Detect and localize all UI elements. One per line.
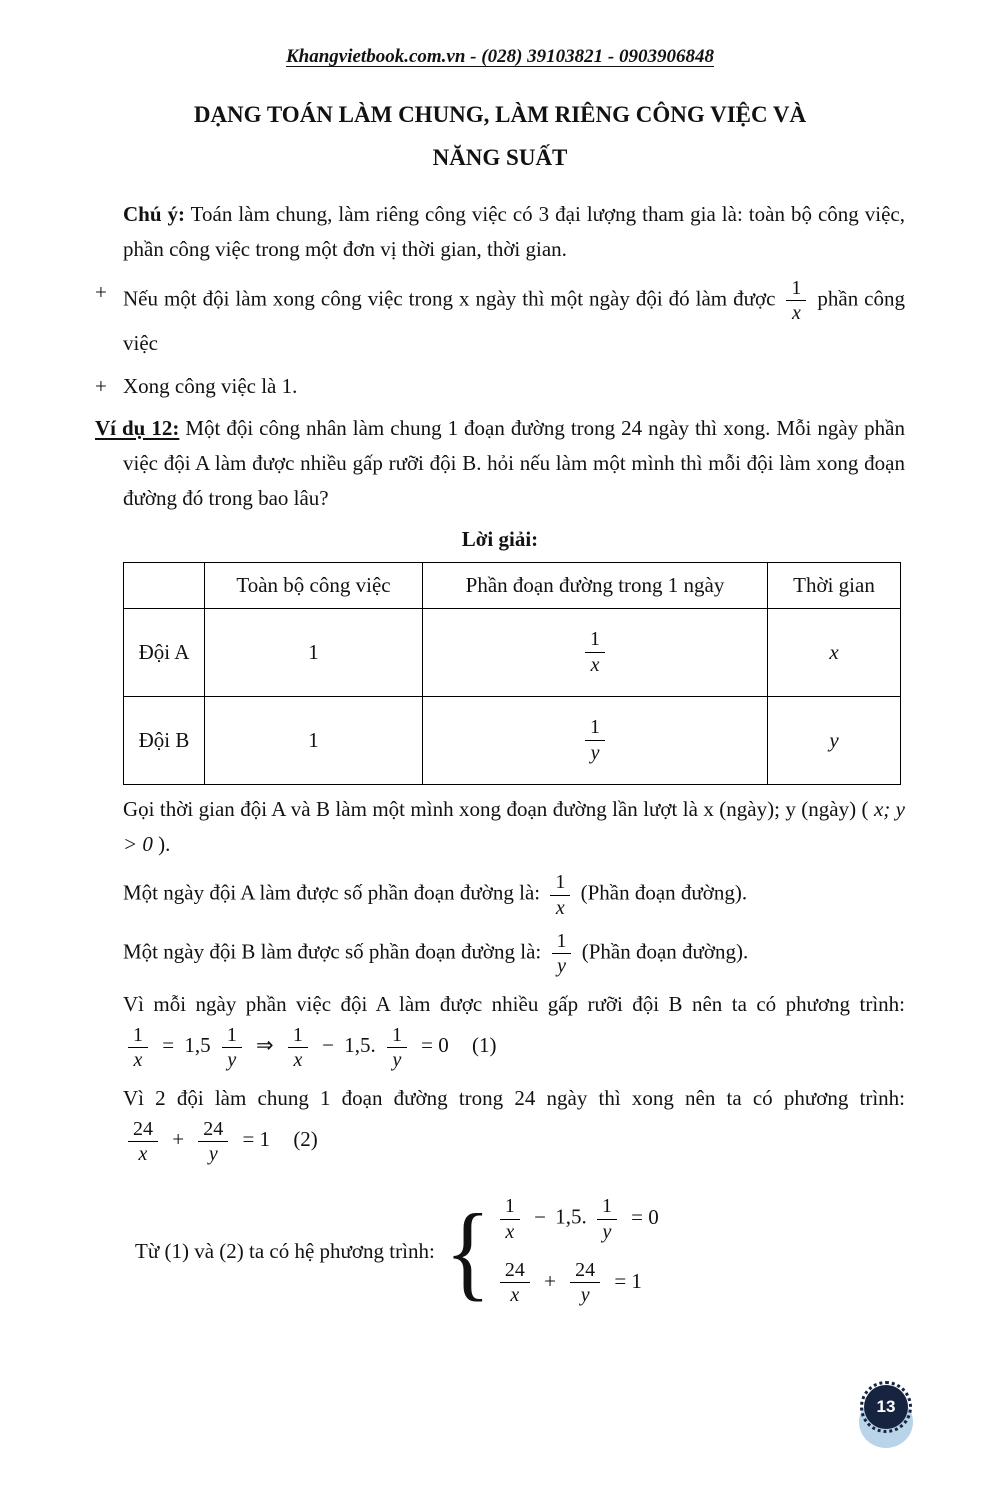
title-line-1: DẠNG TOÁN LÀM CHUNG, LÀM RIÊNG CÔNG VIỆC VÀ xyxy=(193,102,807,127)
note-text: Toán làm chung, làm riêng công việc có 3 đại lượng tham gia là: toàn bộ công việc, phần công việc trong một đơn vị thời gian, thời gian. xyxy=(123,202,905,262)
goi-condition: x; y > 0 xyxy=(123,796,906,856)
equals-zero: = 0 xyxy=(631,1205,659,1230)
equation-1-intro: Vì mỗi ngày phần việc đội A làm được nhiều gấp rưỡi đội B nên ta có phương trình: xyxy=(123,991,905,1016)
example-text: Một đội công nhân làm chung 1 đoạn đường trong 24 ngày thì xong. Mỗi ngày phần việc đội A làm được nhiều gấp rưỡi đội B. hỏi nếu làm một mình thì mỗi đội làm xong đoạn đường đó trong bao lâu? xyxy=(123,415,905,511)
example-label: Ví dụ 12: xyxy=(95,415,180,440)
fraction-denominator: x xyxy=(133,1049,143,1072)
fraction-numerator: 1 xyxy=(552,930,572,954)
fraction-denominator: y xyxy=(392,1049,402,1072)
equals-sign: = xyxy=(162,1033,175,1058)
fraction-1-over-y xyxy=(597,1195,617,1243)
equation-1-tag: (1) xyxy=(472,1033,497,1058)
coefficient: 1,5. xyxy=(344,1033,376,1058)
row-fraction-cell xyxy=(423,696,768,784)
fraction-denominator: x xyxy=(293,1049,303,1072)
title-line-2: NĂNG SUẤT xyxy=(432,144,568,170)
paragraph-equation-1 xyxy=(95,987,905,1074)
equation-2-tag: (2) xyxy=(293,1127,318,1152)
bullet-item-1 xyxy=(95,275,905,362)
minus-sign: − xyxy=(534,1205,546,1230)
row-time: y xyxy=(768,696,901,784)
table-header-time: Thời gian xyxy=(768,562,901,608)
fraction-numerator: 1 xyxy=(585,628,605,652)
row-time: x xyxy=(768,608,901,696)
coefficient: 1,5. xyxy=(555,1205,587,1230)
equation-system xyxy=(444,1190,663,1311)
row-fraction-cell xyxy=(423,608,768,696)
note-paragraph xyxy=(95,197,905,268)
fraction-numerator: 24 xyxy=(570,1259,600,1283)
fraction-denominator: x xyxy=(590,653,600,676)
row-label: Đội B xyxy=(124,696,205,784)
table-header-per-day: Phần đoạn đường trong 1 ngày xyxy=(423,562,768,608)
fraction-numerator: 24 xyxy=(198,1118,228,1142)
fraction-numerator: 1 xyxy=(288,1024,308,1048)
team-a-rate-text: Một ngày đội A làm được số phần đoạn đường là: xyxy=(123,880,541,905)
fraction-denominator: x xyxy=(791,301,801,324)
equation-2 xyxy=(123,1116,318,1168)
bullet-1-text-post: phần công việc xyxy=(123,286,905,356)
fraction-denominator: y xyxy=(590,741,600,764)
fraction-denominator: y xyxy=(580,1284,590,1307)
coefficient: 1,5 xyxy=(184,1033,211,1058)
fraction-denominator: y xyxy=(557,955,566,978)
fraction-1-over-y xyxy=(387,1024,407,1072)
page-number: 13 xyxy=(864,1385,908,1429)
fraction-denominator: x xyxy=(505,1220,515,1243)
header-text: Khangvietbook.com.vn - (028) 39103821 - 0903906848 xyxy=(285,46,714,67)
system-row-2 xyxy=(495,1257,663,1309)
fraction-denominator: y xyxy=(208,1143,218,1166)
fraction-numerator: 1 xyxy=(222,1024,242,1048)
example-paragraph xyxy=(95,411,905,517)
page-number-badge xyxy=(856,1380,916,1450)
fraction-numerator: 24 xyxy=(128,1118,158,1142)
table-row-team-b xyxy=(124,696,901,784)
team-b-rate-unit: (Phần đoạn đường). xyxy=(581,939,749,964)
fraction-numerator: 1 xyxy=(786,277,806,301)
bullet-item-2 xyxy=(95,369,905,404)
fraction-numerator: 1 xyxy=(585,716,605,740)
fraction-24-over-x xyxy=(128,1118,158,1166)
team-a-rate-unit: (Phần đoạn đường). xyxy=(580,880,748,905)
system-row-1 xyxy=(495,1193,663,1245)
fraction-denominator: x xyxy=(138,1143,148,1166)
table-header-total-work: Toàn bộ công việc xyxy=(205,562,423,608)
solution-heading: Lời giải: xyxy=(461,526,539,551)
fraction-1-over-x xyxy=(500,1195,520,1243)
work-table xyxy=(123,562,901,785)
page-title xyxy=(95,94,905,179)
fraction-1-over-y xyxy=(222,1024,242,1072)
equals-one: = 1 xyxy=(614,1268,642,1293)
fraction-numerator: 1 xyxy=(500,1195,520,1219)
minus-sign: − xyxy=(322,1033,334,1058)
fraction-1-over-x xyxy=(786,277,806,325)
system-intro: Từ (1) và (2) ta có hệ phương trình: xyxy=(135,1238,435,1263)
paragraph-equation-2 xyxy=(95,1081,905,1168)
fraction-24-over-y xyxy=(198,1118,228,1166)
plus-sign: + xyxy=(544,1268,556,1293)
bullet-marker: + xyxy=(95,279,107,304)
bullet-2-text: Xong công việc là 1. xyxy=(123,373,298,398)
paragraph-goi xyxy=(95,792,905,863)
fraction-1-over-x xyxy=(585,628,605,676)
fraction-denominator: y xyxy=(602,1220,612,1243)
fraction-1-over-x xyxy=(550,871,570,919)
bullet-1-text-pre: Nếu một đội làm xong công việc trong x ngày thì một ngày đội đó làm được xyxy=(123,286,776,311)
fraction-denominator: x xyxy=(510,1284,520,1307)
table-header-blank xyxy=(124,562,205,608)
fraction-24-over-x xyxy=(500,1259,530,1307)
equals-zero: = 0 xyxy=(421,1033,449,1058)
paragraph-team-a-rate xyxy=(95,869,905,921)
plus-sign: + xyxy=(172,1127,185,1152)
fraction-denominator: y xyxy=(227,1049,237,1072)
team-b-rate-text: Một ngày đội B làm được số phần đoạn đường là: xyxy=(123,939,542,964)
table-header-row xyxy=(124,562,901,608)
equation-1 xyxy=(123,1022,497,1074)
fraction-numerator: 1 xyxy=(387,1024,407,1048)
implies-arrow: ⇒ xyxy=(256,1033,274,1058)
fraction-24-over-y xyxy=(570,1259,600,1307)
fraction-numerator: 24 xyxy=(500,1259,530,1283)
row-total: 1 xyxy=(205,608,423,696)
fraction-numerator: 1 xyxy=(597,1195,617,1219)
fraction-1-over-y xyxy=(585,716,605,764)
goi-text-end: ). xyxy=(158,831,171,856)
note-label: Chú ý: xyxy=(123,202,186,227)
page-header xyxy=(95,46,905,68)
system-brace: { xyxy=(444,1190,491,1311)
fraction-1-over-x xyxy=(288,1024,308,1072)
equation-2-intro: Vì 2 đội làm chung 1 đoạn đường trong 24 ngày thì xong nên ta có phương trình: xyxy=(123,1085,905,1110)
goi-text: Gọi thời gian đội A và B làm một mình xong đoạn đường lần lượt là x (ngày); y (ngày) ( xyxy=(123,796,869,821)
row-label: Đội A xyxy=(124,608,205,696)
table-row-team-a xyxy=(124,608,901,696)
fraction-1-over-y xyxy=(552,930,572,978)
system-rows xyxy=(495,1193,663,1308)
paragraph-team-b-rate xyxy=(95,928,905,980)
bullet-marker: + xyxy=(95,373,107,398)
fraction-1-over-x xyxy=(128,1024,148,1072)
fraction-numerator: 1 xyxy=(550,871,570,895)
equals-one: = 1 xyxy=(242,1127,271,1152)
paragraph-system xyxy=(95,1190,905,1311)
fraction-numerator: 1 xyxy=(128,1024,148,1048)
fraction-denominator: x xyxy=(555,896,565,919)
row-total: 1 xyxy=(205,696,423,784)
